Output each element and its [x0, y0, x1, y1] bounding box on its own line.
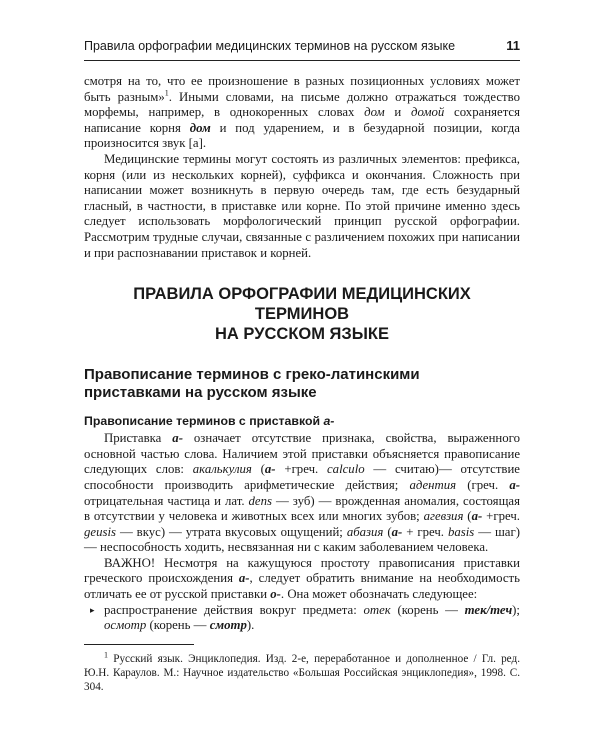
footnote-1: $^1$ Русский язык. Энциклопедия. Изд. 2-е, переработанное и дополненное / Гл. ред. Ю.Н. Караулов. М.: Научное издательство «Большая Российская энциклопедия», 1998. С. 304.: [84, 650, 520, 693]
paragraph-2: Медицинские термины могут состоять из различных элементов: префикса, корня (или из нескольких корней), суффикса и окончания. Сложность при написании может возникнуть в первую очередь там, где есть безударный гласный, в частности, в приставке или корне. По этой причине именно здесь следует использовать морфологический принцип русской орфографии. Рассмотрим трудные случаи, связанные с различением похожих при написании и при распознавании приставок и корней.: [84, 151, 520, 260]
running-header: [84, 38, 520, 61]
bullet-list: [84, 603, 520, 634]
triangle-bullet-icon: ▸: [90, 604, 95, 615]
paragraph-4: ВАЖНО! Несмотря на кажущуюся простоту правописания приставки греческого происхождения а-, следует обратить внимание на необходимость отличать ее от русской приставки о-. Она может обозначать следующее:: [84, 555, 520, 602]
subsection-heading: Правописание терминов с приставкой а-: [84, 414, 335, 429]
paragraph-1: смотря на то, что ее произношение в разных позиционных условиях может быть разным»$^1$. Иными словами, на письме должно отражаться тождество морфемы, например, в однокоренных словах дом и домой сохраняется написание корня дом и под ударением, и в безударной позиции, когда произносится звук [а].: [84, 74, 521, 151]
footnote-divider: [84, 644, 194, 645]
section-heading: Правописание терминов с греко-латинскими приставками на русском языке: [84, 366, 420, 402]
paragraph-3: Приставка а- означает отсутствие признака, свойства, выраженного основной частью слова. Наличием этой приставки объясняется правописание следующих слов: акалькулия (а- +греч. calculo — считаю)— отсутствие способности производить арифметические действия; адентия (греч. а- отрицательная частица и лат. dens — зуб) — врожденная аномалия, состоящая в отсутствии у человека и животных всех или многих зубов; агевзия (а- +греч. geusis — вкус) — утрата вкусовых ощущений; абазия (а- + греч. basis — шаг) — неспособность ходить, несвязанная ни с каким заболеванием человека.: [84, 431, 520, 555]
chapter-heading: ПРАВИЛА ОРФОГРАФИИ МЕДИЦИНСКИХ ТЕРМИНОВ НА РУССКОМ ЯЗЫКЕ: [133, 285, 471, 344]
running-title: Правила орфографии медицинских терминов на русском языке: [84, 39, 456, 53]
page-number: 11: [506, 38, 520, 53]
footnotes: [84, 644, 520, 694]
main-text: [84, 74, 520, 634]
list-item: ▸ распространение действия вокруг предмета: отек (корень — тек/теч); осмотр (корень — смотр).: [90, 602, 520, 633]
footnote-ref[interactable]: 1: [164, 88, 169, 98]
